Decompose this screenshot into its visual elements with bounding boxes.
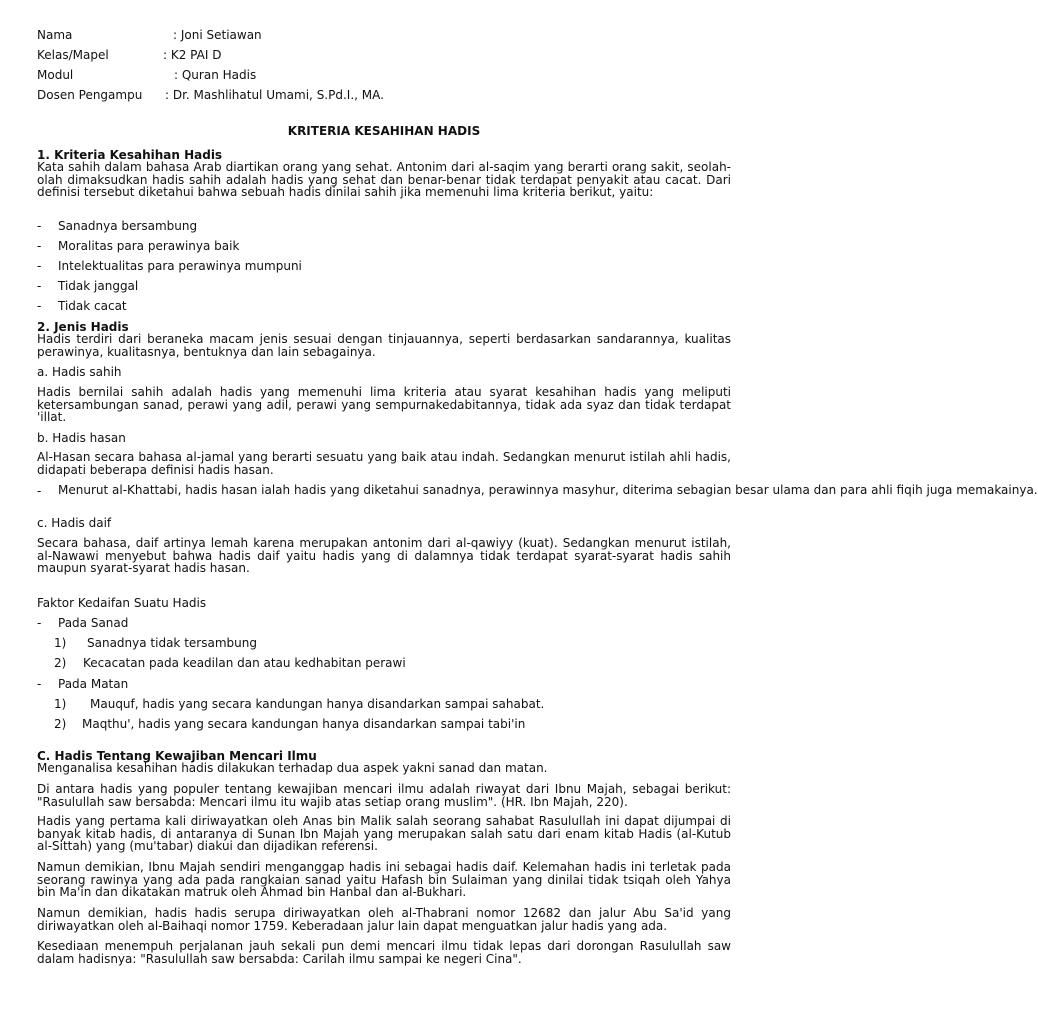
list-item-text: Sanadnya bersambung: [58, 219, 198, 233]
dash-bullet: -: [37, 299, 42, 313]
meta-value: : K2 PAI D: [163, 48, 222, 62]
numbered-item: [54, 717, 526, 731]
meta-value: : Quran Hadis: [174, 68, 257, 82]
dash-bullet: -: [37, 484, 42, 498]
item-text: Kecacatan pada keadilan dan atau kedhabitan perawi: [83, 656, 406, 670]
section-heading: C. Hadis Tentang Kewajiban Mencari Ilmu: [37, 749, 317, 763]
numbered-item: [54, 697, 545, 711]
dash-bullet: -: [37, 616, 42, 630]
section-heading: 2. Jenis Hadis: [37, 320, 129, 334]
paragraph: Di antara hadis yang populer tentang kewajiban mencari ilmu adalah riwayat dari Ibnu Majah, sebagai berikut: "Rasulullah saw bersabda: Mencari ilmu itu wajib atas setiap orang muslim". (HR. Ibn Majah, 220).: [37, 782, 731, 809]
meta-label: Modul: [37, 68, 74, 82]
numbered-item: [54, 656, 406, 670]
list-item-text: Moralitas para perawinya baik: [58, 239, 240, 253]
list-item-text: Intelektualitas para perawinya mumpuni: [58, 259, 302, 273]
paragraph: Menganalisa kesahihan hadis dilakukan terhadap dua aspek yakni sanad dan matan.: [37, 761, 548, 775]
dash-bullet: -: [37, 279, 42, 293]
item-text: Maqthu', hadis yang secara kandungan hanya disandarkan sampai tabi'in: [82, 717, 526, 731]
list-item-text: Pada Matan: [58, 677, 129, 691]
paragraph: Kata sahih dalam bahasa Arab diartikan orang yang sehat. Antonim dari al-saqim yang berarti orang sakit, seolah-olah dimaksudkan hadis sahih adalah hadis yang sehat dan benar-benar tidak terdapat penyakit atau cacat. Dari definisi tersebut diketahui bahwa sebuah hadis dinilai sahih jika memenuhi lima kriteria berikut, yaitu:: [37, 160, 731, 200]
paragraph: Kesediaan menempuh perjalanan jauh sekali pun demi mencari ilmu tidak lepas dari dorongan Rasulullah saw dalam hadisnya: "Rasulullah saw bersabda: Carilah ilmu sampai ke negeri Cina".: [37, 939, 731, 966]
meta-value: : Dr. Mashlihatul Umami, S.Pd.I., MA.: [165, 88, 384, 102]
meta-label: Dosen Pengampu: [37, 88, 143, 102]
list-item-text: Tidak cacat: [58, 299, 127, 313]
item-number: 1): [54, 697, 67, 711]
meta-label: Nama: [37, 28, 73, 42]
paragraph: Namun demikian, hadis hadis serupa diriwayatkan oleh al-Thabrani nomor 12682 dan jalur Abu Sa'id yang diriwayatkan oleh al-Baihaqi nomor 1759. Keberadaan jalur lain dapat menguatkan jalur hadis yang ada.: [37, 906, 731, 933]
item-number: 2): [54, 717, 67, 731]
paragraph: Hadis yang pertama kali diriwayatkan oleh Anas bin Malik salah seorang sahabat Rasulullah ini dapat dijumpai di banyak kitab hadis, di antaranya di Sunan Ibn Majah yang merupakan salah satu dari enam kitab Hadis (al-Kutub al-Sittah) yang (mu'tabar) diakui dan dijadikan referensi.: [37, 814, 731, 854]
dash-bullet: -: [37, 239, 42, 253]
document-title: KRITERIA KESAHIHAN HADIS: [287, 124, 481, 138]
list-item-text: Menurut al-Khattabi, hadis hasan ialah hadis yang diketahui sanadnya, perawinnya masyhur, diterima sebagian besar ulama dan para ahli fiqih juga memakainya.: [58, 483, 1038, 497]
subheading-hadis-daif: c. Hadis daif: [37, 516, 112, 530]
dash-bullet: -: [37, 677, 42, 691]
item-text: Sanadnya tidak tersambung: [87, 636, 257, 650]
dash-bullet: -: [37, 219, 42, 233]
meta-label: Kelas/Mapel: [37, 48, 109, 62]
paragraph: Al-Hasan secara bahasa al-jamal yang berarti sesuatu yang baik atau indah. Sedangkan menurut istilah ahli hadis, didapati beberapa definisi hadis hasan.: [37, 450, 731, 477]
item-number: 1): [54, 636, 67, 650]
meta-value: : Joni Setiawan: [173, 28, 262, 42]
paragraph: Hadis bernilai sahih adalah hadis yang memenuhi lima kriteria atau syarat kesahihan hadis yang meliputi ketersambungan sanad, perawi yang adil, perawi yang sempurnakedabitannya, tidak ada syaz dan tidak terdapat 'illat.: [37, 385, 731, 425]
paragraph: Secara bahasa, daif artinya lemah karena merupakan antonim dari al-qawiyy (kuat). Sedangkan menurut istilah, al-Nawawi menyebut bahwa hadis daif yaitu hadis yang di dalamnya tidak terdapat syarat-syarat hadis sahih maupun syarat-syarat hadis hasan.: [37, 536, 731, 576]
factors-heading: Faktor Kedaifan Suatu Hadis: [37, 596, 207, 610]
section-heading: 1. Kriteria Kesahihan Hadis: [37, 148, 223, 162]
item-text: Mauquf, hadis yang secara kandungan hanya disandarkan sampai sahabat.: [90, 697, 545, 711]
subheading-hadis-hasan: b. Hadis hasan: [37, 431, 126, 445]
list-item-text: Pada Sanad: [58, 616, 129, 630]
dash-bullet: -: [37, 259, 42, 273]
list-item-text: Tidak janggal: [58, 279, 139, 293]
item-number: 2): [54, 656, 67, 670]
paragraph: Hadis terdiri dari beraneka macam jenis sesuai dengan tinjauannya, seperti berdasarkan sandarannya, kualitas perawinya, kualitasnya, bentuknya dan lain sebagainya.: [37, 332, 731, 359]
subheading-hadis-sahih: a. Hadis sahih: [37, 365, 122, 379]
numbered-item: [54, 636, 257, 650]
paragraph: Namun demikian, Ibnu Majah sendiri menganggap hadis ini sebagai hadis daif. Kelemahan hadis ini terletak pada seorang rawinya yang ada pada rangkaian sanad yaitu Hafash bin Sulaiman yang dinilai tidak tsiqah oleh Yahya bin Ma'in dan dikatakan matruk oleh Ahmad bin Hanbal dan al-Bukhari.: [37, 860, 731, 900]
